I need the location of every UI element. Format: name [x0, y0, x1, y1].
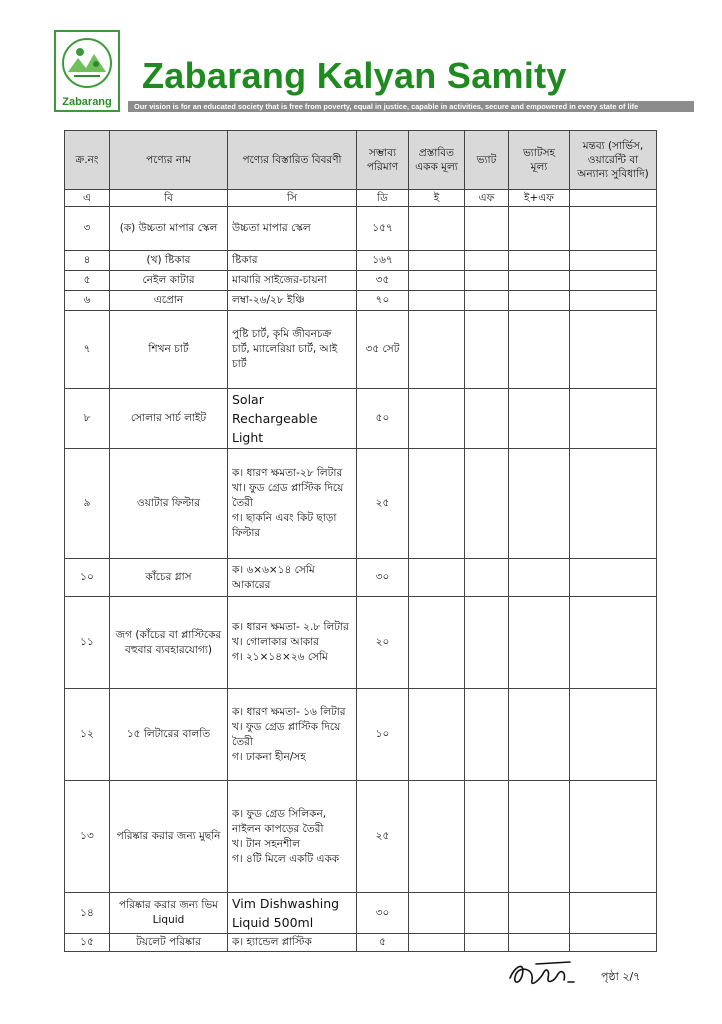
- product-description: [228, 893, 357, 934]
- item-number: ৫: [65, 271, 110, 291]
- column-header: পণ্যের বিস্তারিত বিবরণী: [228, 131, 357, 190]
- quantity: ৫০: [357, 389, 409, 449]
- column-header: ভ্যাটসহ মূল্য: [509, 131, 570, 190]
- empty-cell: [509, 781, 570, 893]
- description-line: ক। ধারণ ক্ষমতা-২৮ লিটার: [232, 467, 343, 479]
- empty-cell: [570, 934, 657, 952]
- item-number: ১১: [65, 597, 110, 689]
- quantity: ২০: [357, 597, 409, 689]
- empty-cell: [509, 389, 570, 449]
- description-line: পুষ্টি চার্ট, কৃমি জীবনচক্র চার্ট, ম্যালেরিয়া চার্ট, আই চার্ট: [232, 328, 338, 370]
- empty-cell: [570, 311, 657, 389]
- product-name: সোলার সার্চ লাইট: [110, 389, 228, 449]
- product-description: [228, 597, 357, 689]
- table-row: [65, 781, 657, 893]
- empty-cell: [465, 597, 509, 689]
- description-line: খ। গোলাকার আকার: [232, 636, 319, 648]
- product-description: [228, 449, 357, 559]
- product-name: (খ) ষ্টিকার: [110, 251, 228, 271]
- empty-cell: [570, 559, 657, 597]
- empty-cell: [570, 781, 657, 893]
- product-description: [228, 934, 357, 952]
- quantity: ১৬৭: [357, 251, 409, 271]
- product-name: জগ (কাঁচের বা প্লাস্টিকের বহুবার ব্যবহারযোগ্য): [110, 597, 228, 689]
- empty-cell: [465, 559, 509, 597]
- table-row: [65, 893, 657, 934]
- quantity: ৭০: [357, 291, 409, 311]
- column-letter: বি: [110, 190, 228, 207]
- empty-cell: [409, 311, 465, 389]
- table-row: [65, 597, 657, 689]
- empty-cell: [570, 207, 657, 251]
- column-letter: [570, 190, 657, 207]
- product-name: ১৫ লিটারের বালতি: [110, 689, 228, 781]
- empty-cell: [465, 781, 509, 893]
- logo-text: Zabarang: [62, 96, 112, 108]
- logo-emblem-icon: [60, 36, 114, 94]
- empty-cell: [409, 271, 465, 291]
- quantity: ২৫: [357, 781, 409, 893]
- product-description: [228, 271, 357, 291]
- empty-cell: [509, 597, 570, 689]
- empty-cell: [409, 689, 465, 781]
- product-description: [228, 251, 357, 271]
- product-name: নেইল কাটার: [110, 271, 228, 291]
- column-letter: এফ: [465, 190, 509, 207]
- product-description: [228, 291, 357, 311]
- org-name: Zabarang Kalyan Samity: [142, 55, 567, 96]
- empty-cell: [465, 207, 509, 251]
- empty-cell: [509, 449, 570, 559]
- empty-cell: [465, 389, 509, 449]
- column-letter: ই: [409, 190, 465, 207]
- empty-cell: [570, 251, 657, 271]
- empty-cell: [465, 291, 509, 311]
- empty-cell: [409, 291, 465, 311]
- table-row: [65, 291, 657, 311]
- column-letter: এ: [65, 190, 110, 207]
- table-header-row: [65, 131, 657, 190]
- column-header: ক্র.নং: [65, 131, 110, 190]
- column-letter: ই+এফ: [509, 190, 570, 207]
- items-table: [64, 130, 657, 952]
- column-header: সম্ভাব্য পরিমাণ: [357, 131, 409, 190]
- empty-cell: [570, 449, 657, 559]
- description-line: উচ্চতা মাপার স্কেল: [232, 222, 311, 234]
- empty-cell: [409, 207, 465, 251]
- item-number: ৭: [65, 311, 110, 389]
- empty-cell: [465, 893, 509, 934]
- item-number: ৩: [65, 207, 110, 251]
- product-name: টয়লেট পরিষ্কার: [110, 934, 228, 952]
- empty-cell: [570, 893, 657, 934]
- table-row: [65, 251, 657, 271]
- quantity: ৩০: [357, 893, 409, 934]
- empty-cell: [465, 449, 509, 559]
- column-letter-row: [65, 190, 657, 207]
- item-number: ১৫: [65, 934, 110, 952]
- table-row: [65, 689, 657, 781]
- empty-cell: [509, 311, 570, 389]
- description-line: মাঝারি সাইজের-চায়না: [232, 274, 327, 286]
- product-name: (ক) উচ্চতা মাপার স্কেল: [110, 207, 228, 251]
- column-letter: সি: [228, 190, 357, 207]
- table-row: [65, 311, 657, 389]
- description-line: ক। হ্যান্ডেল প্লাস্টিক: [232, 936, 312, 948]
- item-number: ৯: [65, 449, 110, 559]
- product-name: পরিষ্কার করার জন্য ভিম Liquid: [110, 893, 228, 934]
- item-number: ৬: [65, 291, 110, 311]
- item-number: ৮: [65, 389, 110, 449]
- item-number: ১৪: [65, 893, 110, 934]
- empty-cell: [509, 559, 570, 597]
- empty-cell: [570, 689, 657, 781]
- product-description: [228, 559, 357, 597]
- product-description: [228, 689, 357, 781]
- empty-cell: [509, 934, 570, 952]
- column-header: পণ্যের নাম: [110, 131, 228, 190]
- org-logo: [54, 30, 120, 112]
- empty-cell: [409, 934, 465, 952]
- description-line: ষ্টিকার: [232, 254, 258, 266]
- empty-cell: [465, 271, 509, 291]
- quantity: ৩৫ সেট: [357, 311, 409, 389]
- column-letter: ডি: [357, 190, 409, 207]
- empty-cell: [409, 893, 465, 934]
- quantity: ২৫: [357, 449, 409, 559]
- item-number: ১০: [65, 559, 110, 597]
- table-row: [65, 934, 657, 952]
- item-number: ১২: [65, 689, 110, 781]
- description-line: খা। ফুড গ্রেড প্লাস্টিক দিয়ে তৈরী: [232, 482, 344, 509]
- quantity: ৩০: [357, 559, 409, 597]
- table-row: [65, 449, 657, 559]
- empty-cell: [409, 449, 465, 559]
- quantity: ৫: [357, 934, 409, 952]
- quantity: ১৫৭: [357, 207, 409, 251]
- description-line: Solar Rechargeable Light: [232, 392, 318, 445]
- empty-cell: [509, 251, 570, 271]
- product-description: [228, 311, 357, 389]
- description-line: গ। ছাকনি এবং কিট ছাড়া ফিল্টার: [232, 512, 337, 539]
- signature: [506, 958, 582, 992]
- product-description: [228, 781, 357, 893]
- table-row: [65, 271, 657, 291]
- empty-cell: [409, 781, 465, 893]
- description-line: খ। টান সহনশীল: [232, 837, 301, 850]
- column-header: ভ্যাট: [465, 131, 509, 190]
- description-line: খ। ফুড গ্রেড প্লাস্টিক দিয়ে তৈরী: [232, 720, 341, 748]
- product-name: এপ্রোন: [110, 291, 228, 311]
- empty-cell: [409, 559, 465, 597]
- description-line: Vim Dishwashing Liquid 500ml: [232, 896, 340, 930]
- table-row: [65, 389, 657, 449]
- description-line: ক। ধারন ক্ষমতা- ২.৮ লিটার: [232, 621, 349, 633]
- empty-cell: [465, 934, 509, 952]
- empty-cell: [509, 689, 570, 781]
- table-row: [65, 207, 657, 251]
- empty-cell: [509, 207, 570, 251]
- product-description: [228, 207, 357, 251]
- description-line: গ। ৪টি মিলে একটি একক: [232, 852, 340, 865]
- quantity: ১০: [357, 689, 409, 781]
- description-line: ক। ৬×৬×১৪ সেমি আকারের: [232, 563, 315, 591]
- empty-cell: [570, 271, 657, 291]
- description-line: গ। ঢাকনা হীন/সহ: [232, 750, 306, 763]
- empty-cell: [409, 389, 465, 449]
- product-name: ওয়াটার ফিল্টার: [110, 449, 228, 559]
- quantity: ৩৫: [357, 271, 409, 291]
- page-number: পৃষ্ঠা ২/৭: [601, 970, 641, 983]
- empty-cell: [509, 291, 570, 311]
- empty-cell: [465, 689, 509, 781]
- vision-statement: Our vision is for an educated society that is free from poverty, equal in justice, capable in activities, secure and empowered in every state of life: [134, 102, 639, 111]
- item-number: ৪: [65, 251, 110, 271]
- empty-cell: [570, 291, 657, 311]
- empty-cell: [409, 251, 465, 271]
- product-name: শিখন চার্ট: [110, 311, 228, 389]
- product-name: কাঁচের গ্লাস: [110, 559, 228, 597]
- empty-cell: [570, 389, 657, 449]
- column-header: প্রস্তাবিত একক মূল্য: [409, 131, 465, 190]
- item-number: ১৩: [65, 781, 110, 893]
- product-description: [228, 389, 357, 449]
- product-name: পরিষ্কার করার জন্য মুছনি: [110, 781, 228, 893]
- empty-cell: [570, 597, 657, 689]
- empty-cell: [509, 271, 570, 291]
- empty-cell: [465, 311, 509, 389]
- description-line: গ। ২১×১৪×২৬ সেমি: [232, 651, 328, 663]
- description-line: লম্বা-২৬/২৮ ইঞ্চি: [232, 294, 305, 306]
- empty-cell: [509, 893, 570, 934]
- description-line: ক। ধারণ ক্ষমতা- ১৬ লিটার: [232, 705, 346, 718]
- description-line: ক। ফুড গ্রেড সিলিকন, নাইলন কাপড়ের তৈরী: [232, 807, 327, 835]
- table-row: [65, 559, 657, 597]
- column-header: মন্তব্য (সার্ভিস, ওয়ারেন্টি বা অন্যান্য সুবিধাদি): [570, 131, 657, 190]
- empty-cell: [465, 251, 509, 271]
- empty-cell: [409, 597, 465, 689]
